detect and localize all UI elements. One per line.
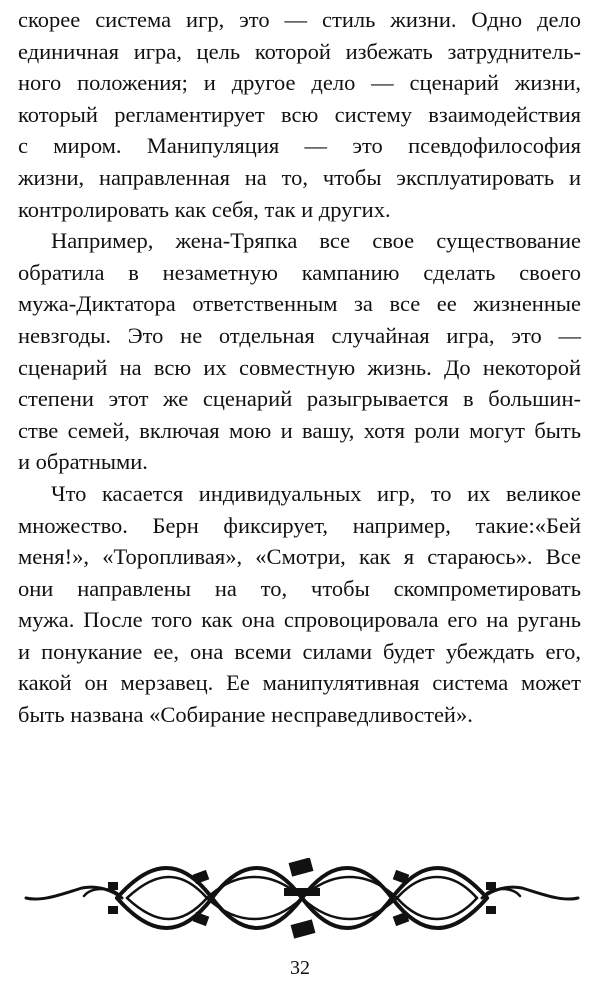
text-line: они направлены на то, чтобы скомпрометировать: [18, 575, 581, 601]
text-line: невзгоды. Это не отдельная случайная игра, это —: [18, 322, 581, 348]
body-text: [18, 4, 581, 731]
text-line: степени этот же сценарий разыгрывается в большин-: [18, 386, 581, 412]
text-line: жизни, направленная на то, чтобы эксплуатировать и: [18, 164, 581, 190]
text-line: стве семей, включая мою и вашу, хотя роли могут быть: [18, 417, 581, 443]
text-line: меня!», «Торопливая», «Смотри, как я стараюсь». Все: [18, 544, 581, 570]
text-line: контролировать как себя, так и других.: [18, 196, 391, 222]
text-line: который регламентирует всю систему взаимодействия: [18, 101, 581, 127]
decorative-ornament-icon: [22, 858, 582, 948]
text-line: мужа-Диктатора ответственным за все ее жизненные: [18, 291, 581, 317]
text-line: обратила в незаметную кампанию сделать своего: [18, 259, 581, 285]
text-line: сценарий на всю их совместную жизнь. До некоторой: [18, 354, 581, 380]
text-line: с миром. Манипуляция — это псевдофилософия: [18, 133, 581, 159]
text-line: множество. Берн фиксирует, например, такие:«Бей: [18, 512, 581, 538]
text-line: мужа. После того как она спровоцировала его на ругань: [18, 607, 581, 633]
text-line: скорее система игр, это — стиль жизни. Одно дело: [18, 7, 581, 32]
text-line: Например, жена-Тряпка все свое существование: [51, 228, 581, 254]
text-line: ного положения; и другое дело — сценарий жизни,: [18, 70, 581, 96]
page-number: 32: [290, 957, 310, 979]
text-line: Что касается индивидуальных игр, то их великое: [51, 480, 581, 506]
text-line: и обратными.: [18, 449, 148, 475]
text-line: единичная игра, цель которой избежать затруднитель-: [18, 38, 581, 64]
text-line: какой он мерзавец. Ее манипулятивная система может: [18, 670, 581, 696]
text-line: и понукание ее, она всеми силами будет убеждать его,: [18, 638, 581, 664]
text-line: быть названа «Собирание несправедливостей».: [18, 702, 473, 728]
